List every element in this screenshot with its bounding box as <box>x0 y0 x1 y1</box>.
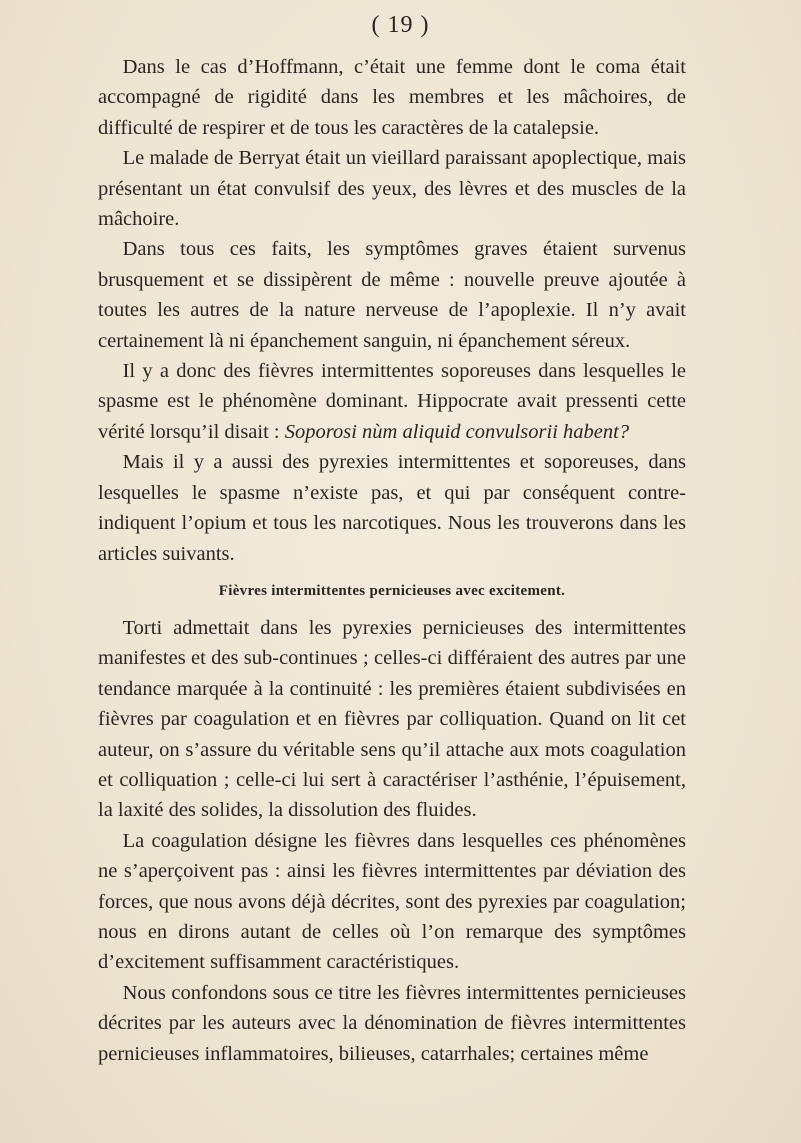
section-heading: Fièvres intermittentes pernicieuses avec excitement. <box>218 582 566 599</box>
paragraph-1: Dans le cas d’Hoffmann, c’était une femme dont le coma était accompagné de rigidité dans les membres et les mâchoires, de difficulté de respirer et de tous les caractères de la catalepsie. <box>98 56 686 139</box>
paragraph-6: Torti admettait dans les pyrexies pernicieuses des intermittentes manifestes et des sub-continues ; celles-ci différaient des autres par une tendance marquée à la continuité : les premières étaient subdivisées en fièvres par coagulation et en fièvres par colliquation. Quand on lit cet auteur, on s’assure du véritable sens qu’il attache aux mots coagulation et colliquation ; celle-ci lui sert à caractériser l’asthénie, l’épuisement, la laxité des solides, la dissolution des fluides. <box>98 616 686 822</box>
page-number: ( 19 ) <box>371 12 430 38</box>
page-body <box>98 52 686 1069</box>
paragraph-3: Dans tous ces faits, les symptômes graves étaient survenus brusquement et se dissipèrent de même : nouvelle preuve ajoutée à toutes les autres de la nature nerveuse de l’apoplexie. Il n’y avait certainement là ni épanchement sanguin, ni épanchement séreux. <box>98 238 686 352</box>
paragraph-5: Mais il y a aussi des pyrexies intermittentes et soporeuses, dans lesquelles le spasme n’existe pas, et qui par conséquent contre-indiquent l’opium et tous les narcotiques. Nous les trouverons dans les articles suivants. <box>98 451 686 565</box>
paragraph-4-text: Il y a donc des fièvres intermittentes soporeuses dans lesquelles le spasme est le phénomène dominant. Hippocrate avait pressenti cette vérité lorsqu’il disait : <box>98 360 686 443</box>
paragraph-4 <box>98 356 686 447</box>
paragraph-7: La coagulation désigne les fièvres dans lesquelles ces phénomènes ne s’aperçoivent pas : ainsi les fièvres intermittentes par déviation des forces, que nous avons déjà décrites, sont des pyrexies par coagulation; nous en dirons autant de celles où l’on remarque des symptômes d’excitement suffisamment caractéristiques. <box>98 829 686 974</box>
latin-quote: Soporosi nùm aliquid convulsorii habent? <box>284 420 630 443</box>
paragraph-2: Le malade de Berryat était un vieillard paraissant apoplectique, mais présentant un état convulsif des yeux, des lèvres et des muscles de la mâchoire. <box>98 147 686 231</box>
paragraph-8: Nous confondons sous ce titre les fièvres intermittentes pernicieuses décrites par les auteurs avec la dénomination de fièvres intermittentes pernicieuses inflammatoires, bilieuses, catarrhales; certaines même <box>98 981 686 1065</box>
